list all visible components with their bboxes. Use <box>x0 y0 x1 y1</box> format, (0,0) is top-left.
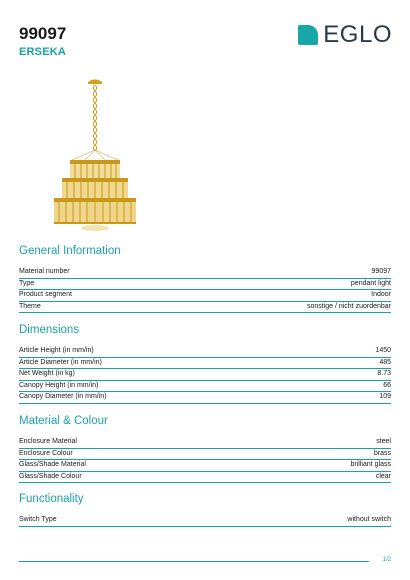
row-value: 109 <box>379 393 391 400</box>
general-information-section <box>19 245 391 313</box>
table-row <box>19 290 391 302</box>
table-row <box>19 515 391 527</box>
table-row <box>19 392 391 404</box>
row-label: Product segment <box>19 291 72 298</box>
row-value: brass <box>373 449 391 457</box>
row-value: sonstige / nicht zuordenbar <box>306 302 391 310</box>
row-label: Type <box>19 279 35 287</box>
row-label: Switch Type <box>19 516 57 523</box>
row-label: Article Diameter (in mm/in) <box>19 358 102 366</box>
logo-text: EGLO <box>323 21 392 48</box>
footer-divider <box>19 561 369 562</box>
table-row <box>19 437 391 449</box>
article-number: 99097 <box>19 24 67 43</box>
pendant-light-image <box>50 78 140 233</box>
table-row <box>19 302 391 314</box>
table-row <box>19 460 391 472</box>
product-header <box>19 25 66 58</box>
table-row <box>19 369 391 381</box>
row-value: 485 <box>379 358 391 366</box>
eglo-logo <box>298 21 392 48</box>
material-colour-section <box>19 415 391 483</box>
row-value: steel <box>376 438 391 445</box>
row-value: clear <box>375 472 391 480</box>
row-label: Article Height (in mm/in) <box>19 347 94 354</box>
row-label: Material number <box>19 268 70 275</box>
row-value: Indoor <box>371 291 391 298</box>
page-number: 1/2 <box>382 557 391 563</box>
section-title: Dimensions <box>19 324 80 336</box>
logo-mark-icon <box>298 25 318 45</box>
table-row <box>19 267 391 279</box>
functionality-section <box>19 493 391 527</box>
row-label: Enclosure Material <box>19 438 77 445</box>
row-label: Glass/Shade Material <box>19 461 86 468</box>
row-value: pendant light <box>350 279 391 287</box>
row-value: 8.73 <box>377 370 391 377</box>
article-name: ERSEKA <box>19 46 67 58</box>
table-row <box>19 472 391 484</box>
row-label: Theme <box>19 302 41 310</box>
table-row <box>19 358 391 370</box>
row-label: Enclosure Colour <box>19 449 73 457</box>
row-label: Glass/Shade Colour <box>19 472 82 480</box>
table-row <box>19 346 391 358</box>
row-label: Net Weight (in kg) <box>19 370 75 377</box>
row-label: Canopy Diameter (in mm/in) <box>19 393 107 400</box>
row-label: Canopy Height (in mm/in) <box>19 381 99 389</box>
table-row <box>19 381 391 393</box>
row-value: without switch <box>347 516 391 523</box>
section-title: General Information <box>19 245 121 257</box>
table-row <box>19 279 391 291</box>
section-title: Functionality <box>19 493 84 505</box>
row-value: 99097 <box>371 268 391 275</box>
row-value: brilliant glass <box>350 461 391 468</box>
row-value: 66 <box>383 381 391 389</box>
row-value: 1450 <box>375 347 391 354</box>
section-title: Material & Colour <box>19 415 108 427</box>
dimensions-section <box>19 324 391 404</box>
table-row <box>19 449 391 461</box>
